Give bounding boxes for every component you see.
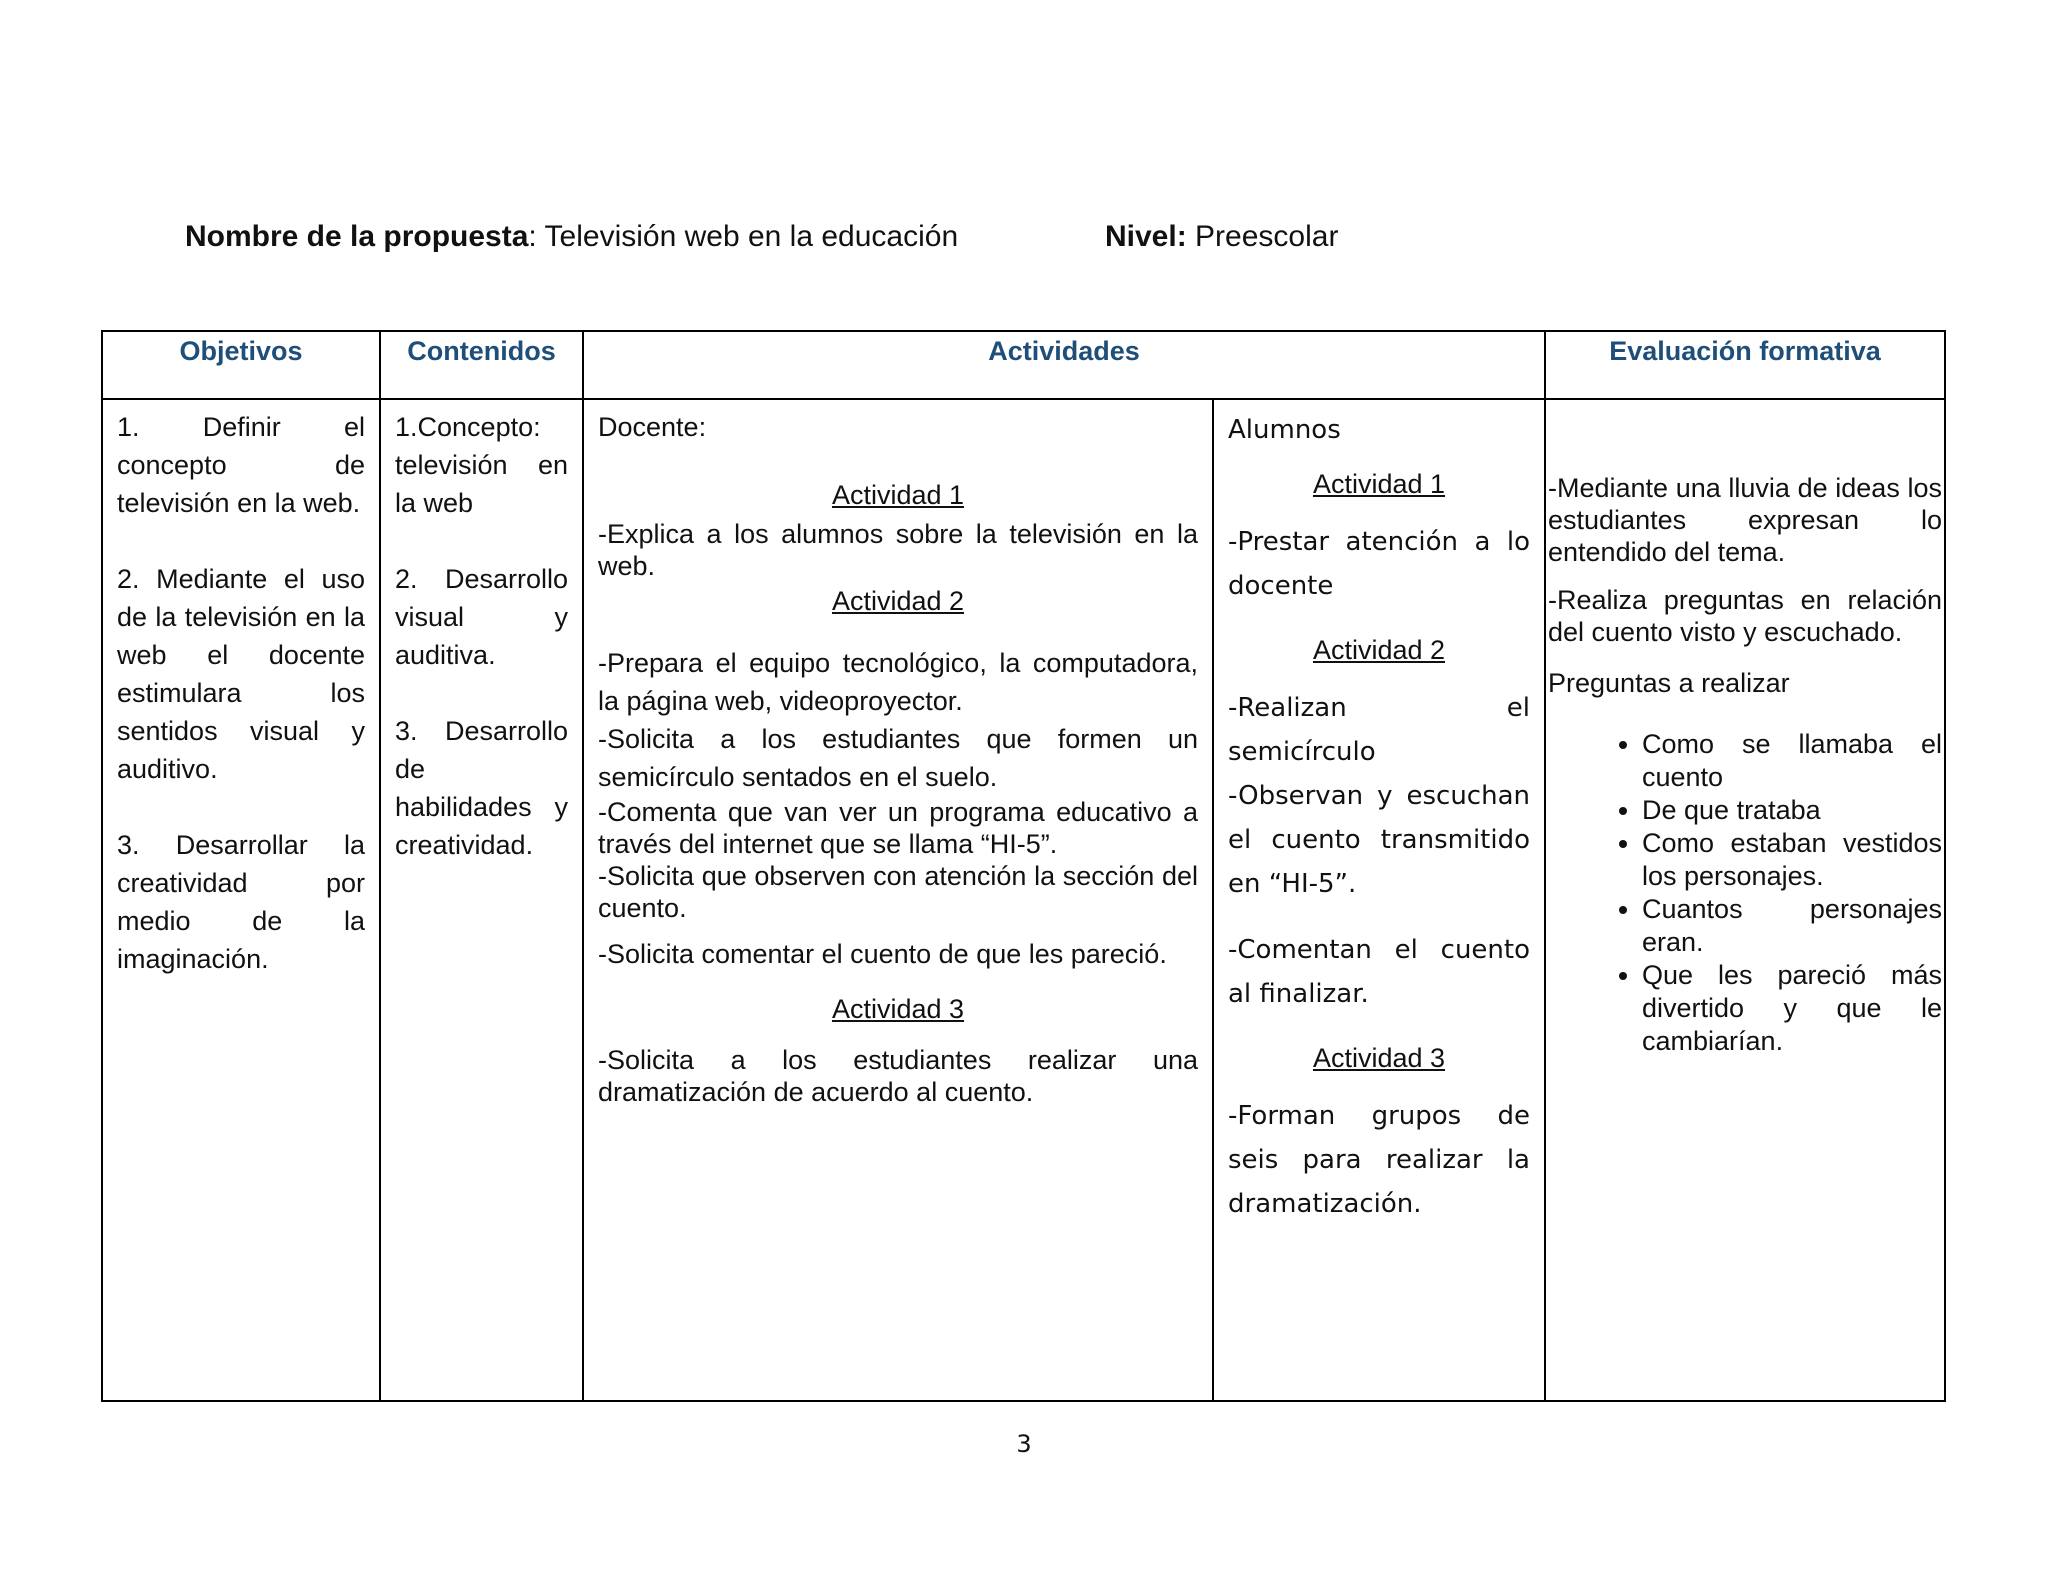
objetivo-3: 3. Desarrollar la creatividad por medio de la imaginación. [117,830,365,974]
level-line [1105,220,1338,254]
list-item: • De que trataba [1642,794,1942,827]
objetivos-cell [102,399,380,1401]
proposal-value: Televisión web en la educación [536,220,959,253]
level-label: Nivel: [1105,220,1187,253]
header-actividades: Actividades [583,331,1545,399]
table-header-row [102,331,1945,399]
alumnos-activity-3-title: Actividad 3 [1312,1043,1446,1073]
objetivo-2: 2. Mediante el uso de la televisión en la web el docente estimulara los sentidos visual y auditivo. [117,564,365,784]
alumnos-activity-3-item: -Forman grupos de seis para realizar la dramatización. [1228,1101,1530,1219]
docente-activity-2-item: -Solicita que observen con atención la sección del cuento. [598,861,1198,923]
level-value: Preescolar [1186,220,1339,253]
contenido-3: 3. Desarrollo de habilidades y creatividad. [395,716,568,860]
questions-list [1548,728,1942,1058]
alumnos-activity-2-item: -Observan y escuchan el cuento transmitido en “HI-5”. [1228,781,1530,899]
contenido-2: 2. Desarrollo visual y auditiva. [395,564,568,670]
docente-label: Docente: [598,412,707,442]
page-number: 3 [1016,1430,1032,1458]
alumnos-activity-1-item: -Prestar atención a lo docente [1228,527,1530,601]
alumnos-cell [1213,399,1545,1401]
docente-cell [583,399,1213,1401]
table-row [102,399,1945,1401]
header-evaluacion: Evaluación formativa [1545,331,1945,399]
list-item: • Como estaban vestidos los personajes. [1642,827,1942,893]
docente-activity-2-item: -Solicita a los estudiantes que formen un semicírculo sentados en el suelo. [598,724,1198,792]
proposal-line [185,220,958,254]
docente-activity-2-item: -Comenta que van ver un programa educativo a través del internet que se llama “HI-5”. [598,797,1198,859]
alumnos-activity-1-title: Actividad 1 [1312,469,1446,499]
contenido-1: 1.Concepto: televisión en la web [395,412,568,518]
list-item: • Que les pareció más divertido y que le cambiarían. [1642,959,1942,1058]
evaluacion-cell [1545,399,1945,1401]
alumnos-activity-2-item: -Realizan el semicírculo [1228,693,1530,767]
proposal-sep: : [528,220,537,253]
planning-table [101,330,1946,1402]
docente-activity-2-title: Actividad 2 [831,586,965,616]
alumnos-activity-2-title: Actividad 2 [1312,635,1446,665]
objetivo-1: 1. Definir el concepto de televisión en la web. [117,412,365,518]
evaluacion-item: -Mediante una lluvia de ideas los estudiantes expresan lo entendido del tema. [1548,473,1942,567]
alumnos-activity-2-item: -Comentan el cuento al finalizar. [1228,935,1530,1009]
alumnos-label: Alumnos [1228,415,1341,445]
docente-activity-2-item: -Solicita comentar el cuento de que les pareció. [598,939,1167,969]
docente-activity-3-item: -Solicita a los estudiantes realizar una dramatización de acuerdo al cuento. [598,1045,1198,1107]
list-item: • Como se llamaba el cuento [1642,728,1942,794]
questions-label: Preguntas a realizar [1548,668,1790,698]
header-objetivos: Objetivos [102,331,380,399]
header-contenidos: Contenidos [380,331,583,399]
docente-activity-3-title: Actividad 3 [831,994,965,1024]
evaluacion-item: -Realiza preguntas en relación del cuento visto y escuchado. [1548,585,1942,647]
contenidos-cell [380,399,583,1401]
list-item: • Cuantos personajes eran. [1642,893,1942,959]
docente-activity-1-title: Actividad 1 [831,480,965,510]
docente-activity-2-item: -Prepara el equipo tecnológico, la computadora, la página web, videoproyector. [598,648,1198,716]
docente-activity-1-item: -Explica a los alumnos sobre la televisión en la web. [598,519,1198,581]
proposal-label: Nombre de la propuesta [185,220,529,253]
